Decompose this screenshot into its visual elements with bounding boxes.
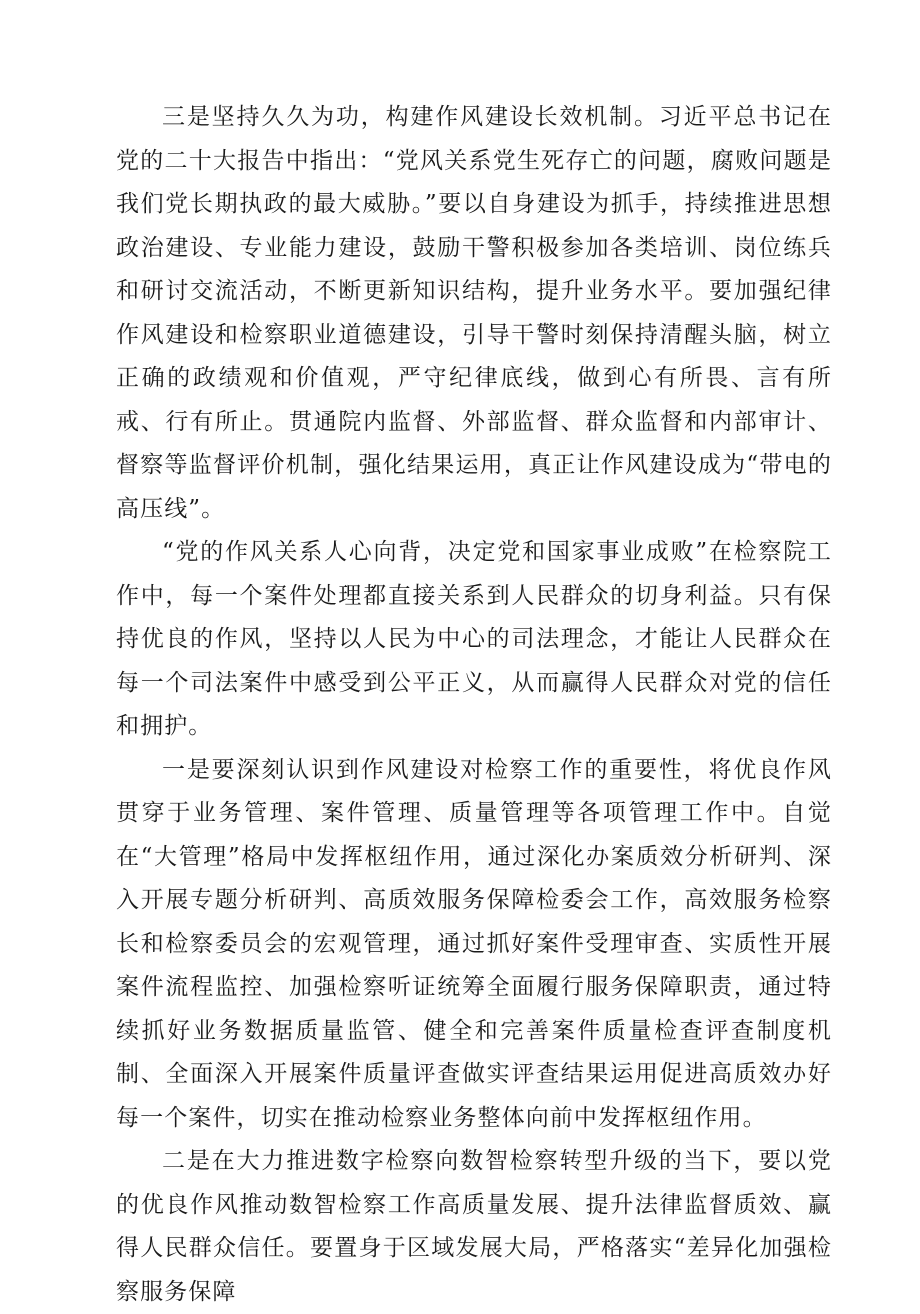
paragraph-work-style-mechanism: 三是坚持久久为功，构建作风建设长效机制。习近平总书记在党的二十大报告中指出：“党风关系党生死存亡的问题，腐败问题是我们党长期执政的最大威胁。”要以自身建设为抓手，持续推进思想政治建设、专业能力建设，鼓励干警积极参加各类培训、岗位练兵和研讨交流活动，不断更新知识结构，提升业务水平。要加强纪律作风建设和检察职业道德建设，引导干警时刻保持清醒头脑，树立正确的政绩观和价值观，严守纪律底线，做到心有所畏、言有所戒、行有所止。贯通院内监督、外部监督、群众监督和内部审计、督察等监督评价机制，强化结果运用，真正让作风建设成为“带电的高压线”。 <box>116 104 832 522</box>
paragraph-digital-procuratorate: 二是在大力推进数字检察向数智检察转型升级的当下，要以党的优良作风推动数智检察工作高质量发展、提升法律监督质效、赢得人民群众信任。要置身于区域发展大局，严格落实“差异化加强检察服务保障 <box>116 1148 832 1305</box>
document-body <box>116 96 832 1314</box>
paragraph-party-style-quote: “党的作风关系人心向背，决定党和国家事业成败”在检察院工作中，每一个案件处理都直接关系到人民群众的切身利益。只有保持优良的作风，坚持以人民为中心的司法理念，才能让人民群众在每一个司法案件中感受到公平正义，从而赢得人民群众对党的信任和拥护。 <box>116 539 832 739</box>
paragraph-management-work: 一是要深刻认识到作风建设对检察工作的重要性，将优良作风贯穿于业务管理、案件管理、质量管理等各项管理工作中。自觉在“大管理”格局中发挥枢纽作用，通过深化办案质效分析研判、深入开展专题分析研判、高质效服务保障检委会工作，高效服务检察长和检察委员会的宏观管理，通过抓好案件受理审查、实质性开展案件流程监控、加强检察听证统筹全面履行服务保障职责，通过特续抓好业务数据质量监管、健全和完善案件质量检查评查制度机制、全面深入开展案件质量评查做实评查结果运用促进高质效办好每一个案件，切实在推动检察业务整体向前中发挥枢纽作用。 <box>116 756 832 1131</box>
